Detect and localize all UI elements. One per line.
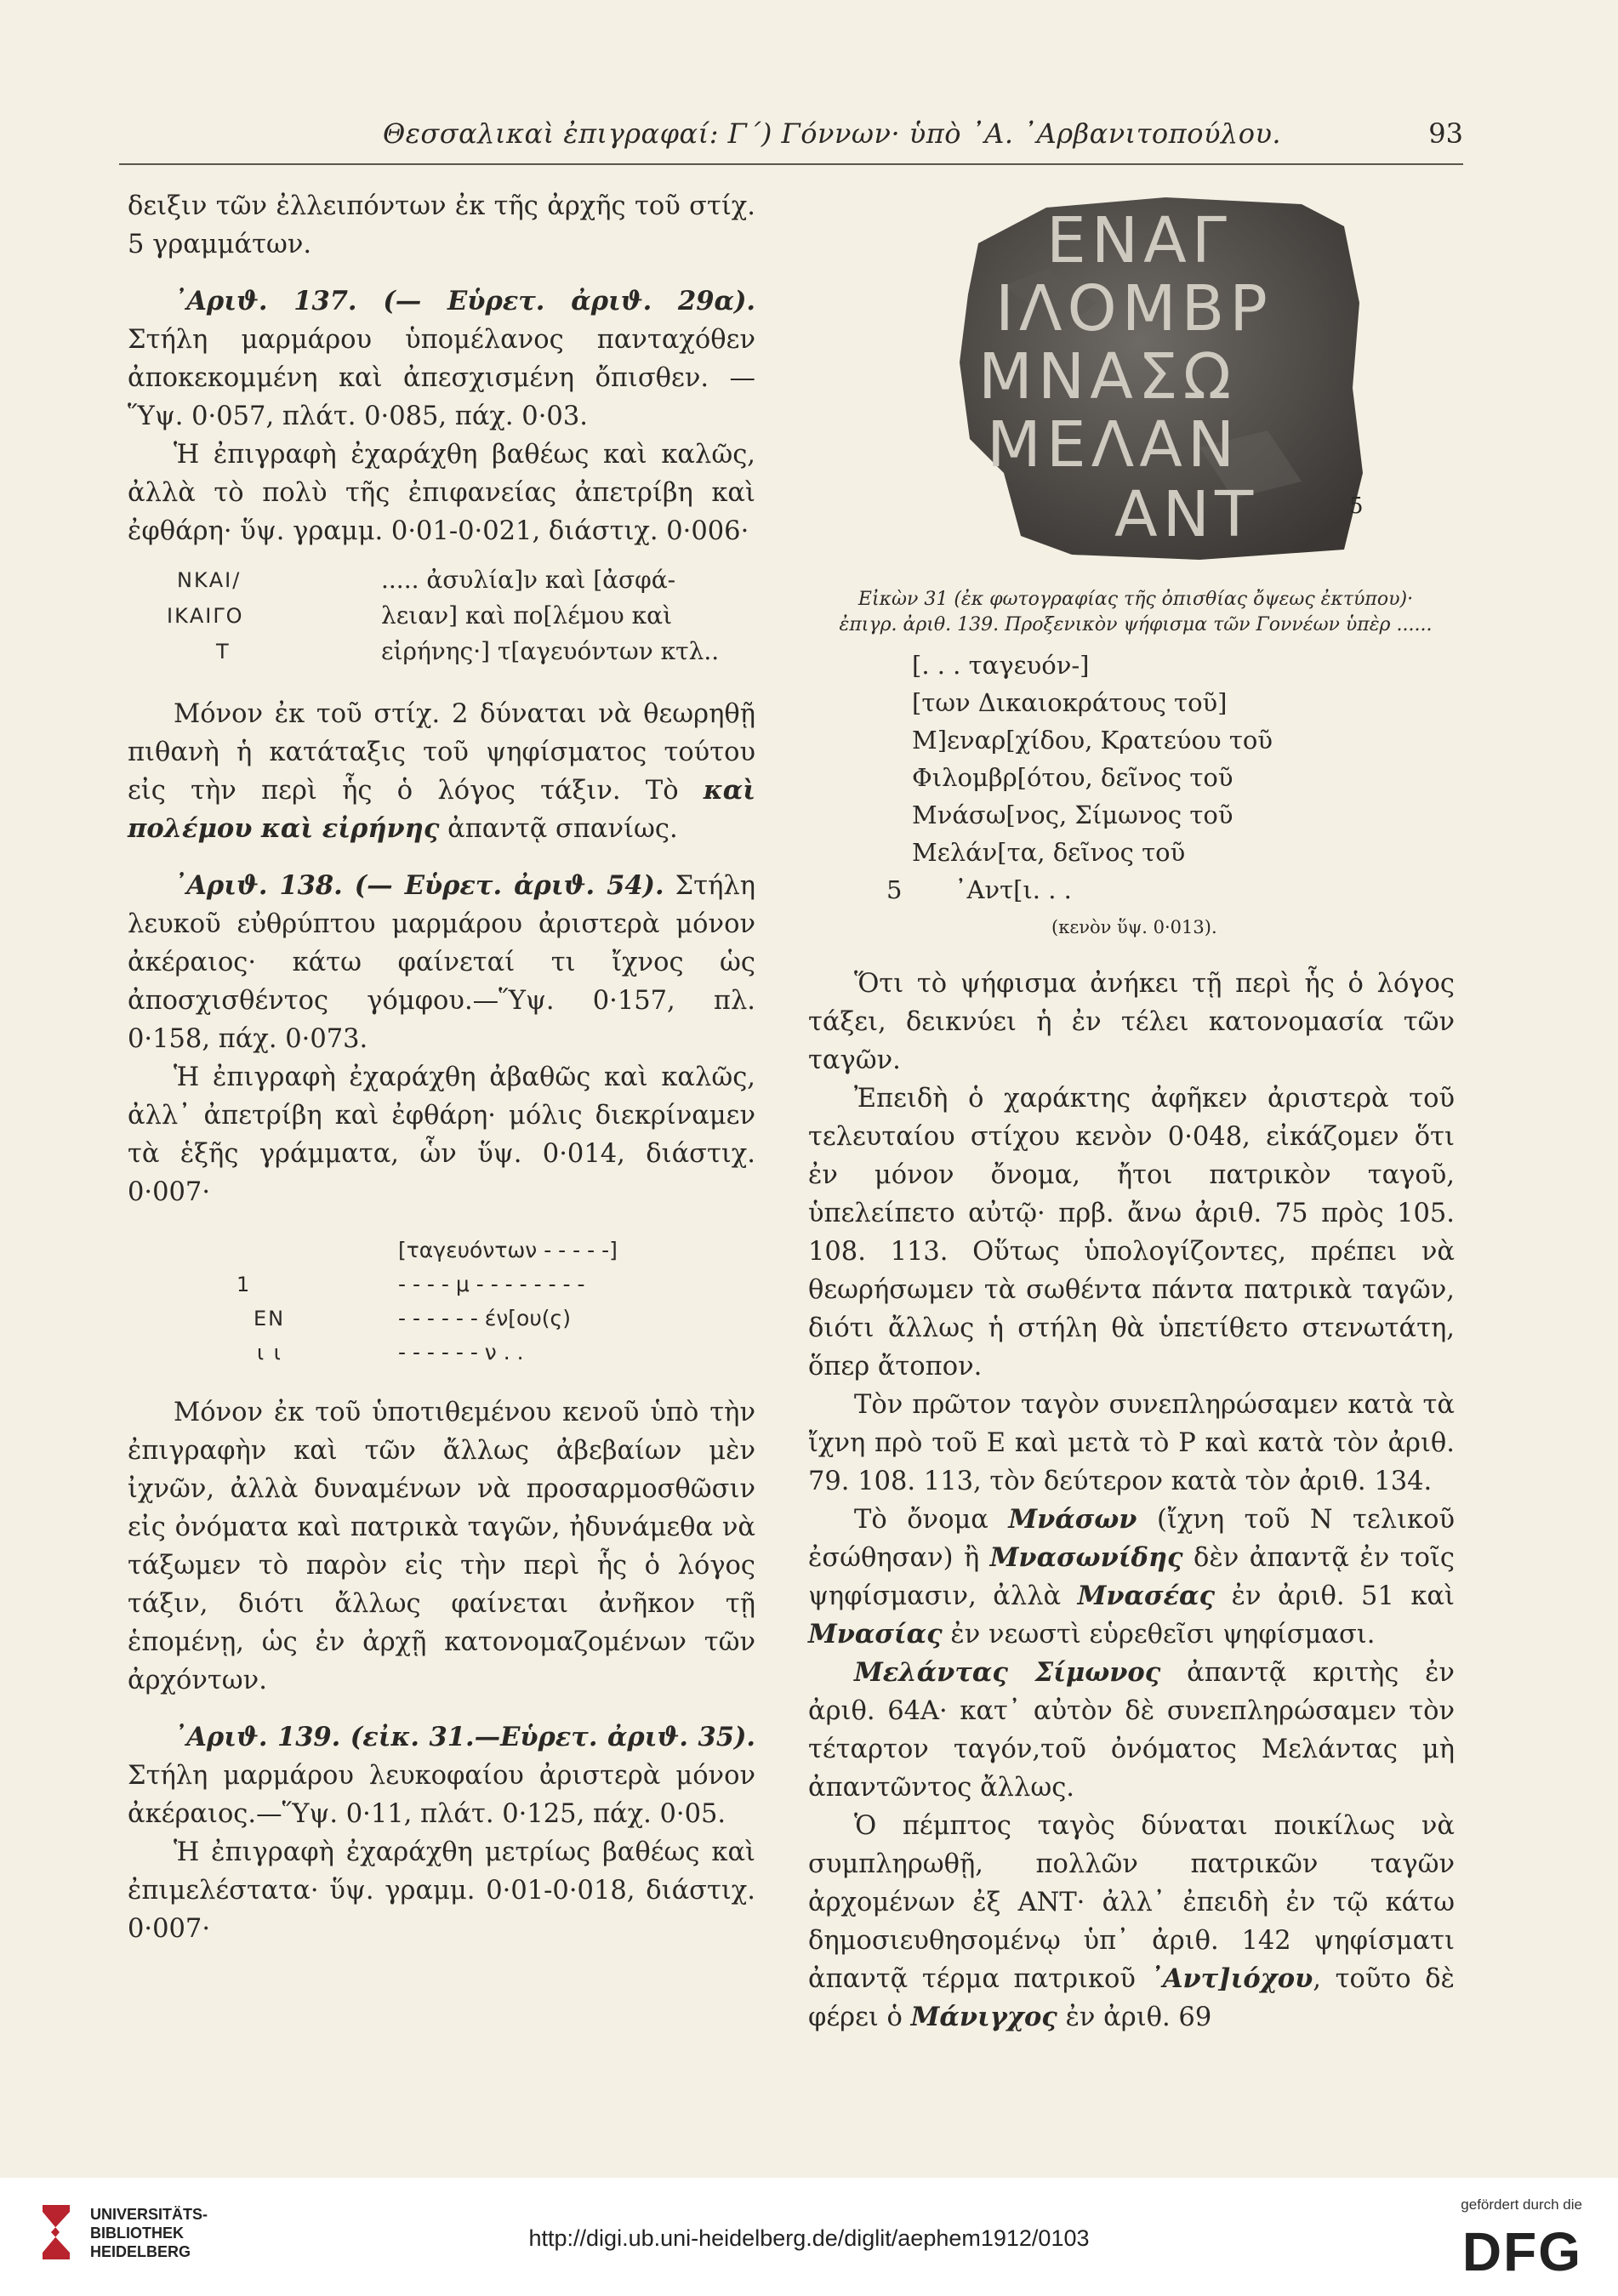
line-number: 5 [886, 875, 903, 904]
supplement-line: [. . . ταγευόν-] [912, 651, 1090, 680]
paragraph [808, 1501, 1455, 1654]
dfg-logo: DFG [1461, 2221, 1582, 2282]
emphasis: ᾿Αντ]ιόχου [1149, 1963, 1313, 1994]
caption-line: ἐπιγρ. ἀριθ. 139. Προξενικὸν ψήφισμα τῶν Γοννέων ὑπὲρ ...... [839, 614, 1433, 635]
stone-line: ΙΛΟΜΒΡ [995, 272, 1273, 345]
paragraph: Ἐπειδὴ ὁ χαράκτης ἀφῆκεν ἀριστερὰ τοῦ τελευταίου στίχου κενὸν 0·048, εἰκάζομεν ὅτι ἐν μόνον ὄνομα, ἤτοι πατρικὸν ταγοῦ, ὑπελείπετο αὐτῷ· πρβ. ἄνω ἀριθ. 75 πρὸς 105. 108. 113. Οὕτως ὑπολογίζοντες, πρέπει νὰ θεωρήσωμεν τὰ σωθέντα πάντα πατρικὰ ταγῶν, διότι ἄλλως ἡ στήλη θὰ ὑπετίθετο στενωτάτη, ὅπερ ἄτοπον. [808, 1084, 1455, 1382]
entry-138 [128, 867, 755, 1058]
right-column [808, 647, 1455, 2037]
inscription-glyphs: ΙΚΑΙΓΟ [167, 604, 244, 628]
text: Ὁ πέμπτος ταγὸς δύναται ποικίλως νὰ συμπληρωθῇ, πολλῶν πατρικῶν ταγῶν ἀρχομένων ἐξ ΑΝΤ· ἀλλ᾿ ἐπειδὴ ἐν τῷ κάτω δημοσιευθησομένῳ ὑπ᾿ ἀριθ. 142 ψηφίσματι ἀπαντᾷ τέρμα πατρικοῦ [808, 1811, 1455, 1994]
supplement-line: Μνάσω[νος, Σίμωνος τοῦ [912, 800, 1233, 829]
entry-138-label: ᾿Αριϑ. 138. (— Εὑρετ. ἀριϑ. 54). [174, 870, 664, 901]
entry-138-description: Στήλη λευκοῦ εὐθρύπτου μαρμάρου ἀριστερὰ μόνον ἀκέραιος· κάτω φαίνεταί τι ἴχνος ὡς ἀποσχισθέντος γόμφου.—Ὕψ. 0·157, πλ. 0·158, πάχ. 0·073. [128, 871, 755, 1054]
emphasis: Μελάντας Σίμωνος [854, 1657, 1161, 1688]
text: ἀπαντᾷ κριτὴς ἐν ἀριθ. 64Α· κατ᾿ αὐτὸν δὲ συνεπληρώσαμεν τὸν τέταρτον ταγόν,τοῦ ὀνόματος Μελάντας μὴ ἀπαντῶντος ἄλλως. [808, 1658, 1455, 1803]
text: ἐν νεωστὶ εὑρεθεῖσι ψηφίσμασι. [942, 1620, 1376, 1649]
text: ἐν ἀριθ. 69 [1057, 2003, 1212, 2032]
left-column [128, 187, 755, 1948]
inscription-photograph [944, 192, 1370, 567]
inscription-glyphs: ΝΚΑΙ/ [177, 568, 242, 592]
supplement-line: Μελάν[τα, δεῖνος τοῦ [912, 838, 1186, 867]
entry-139-label: ᾿Αριϑ. 139. (εἰκ. 31.—Εὑρετ. ἀριϑ. 35). [174, 1722, 755, 1752]
inscription-glyphs: ΕΝ [254, 1307, 286, 1330]
stone-line: ΜΝΑΣΩ [978, 340, 1237, 413]
inscription-glyphs: Τ [216, 640, 231, 664]
emphasis: Μνάσων [1008, 1504, 1137, 1535]
stone-line: ΜΕΛΑΝ [987, 408, 1240, 481]
permalink[interactable]: http://digi.ub.uni-heidelberg.de/diglit/aephem1912/0103 [528, 2225, 1090, 2251]
supplement-line: ᾿Αντ[ι. . . [954, 875, 1072, 904]
entry-137 [128, 282, 755, 436]
paragraph: Τὸν πρῶτον ταγὸν συνεπληρώσαμεν κατὰ τὰ ἴχνη πρὸ τοῦ Ε καὶ μετὰ τὸ Ρ καὶ κατὰ τὸν ἀριθ. 79. 108. 113, τὸν δεύτερον κατὰ τὸν ἀριθ. 134. [808, 1390, 1455, 1496]
transcription-line: λειαν] καὶ πο[λέμου καὶ [381, 601, 673, 630]
paragraph [808, 1807, 1455, 2037]
supplemented-text [808, 647, 1455, 946]
text: (ἴχνη τοῦ Ν τελικοῦ ἐσώθησαν) ἢ [808, 1505, 1455, 1573]
transcription-line: - - - - - - έν[ου(ς) [398, 1306, 571, 1330]
entry-137-label: ᾿Αριϑ. 137. (— Εὑρετ. ἀριϑ. 29α). [174, 286, 755, 316]
paragraph: Ὅτι τὸ ψήφισμα ἀνήκει τῇ περὶ ἧς ὁ λόγος τάξει, δεικνύει ἡ ἐν τέλει κατονομασία τῶν ταγῶν. [808, 969, 1455, 1075]
paragraph: δειξιν τῶν ἐλλειπόντων ἐκ τῆς ἀρχῆς τοῦ στίχ. 5 γραμμάτων. [128, 191, 755, 259]
supplement-note: (κενὸν ὕψ. 0·013). [1051, 917, 1217, 937]
page-number: 93 [1428, 117, 1463, 150]
line-number: 1 [236, 1273, 252, 1296]
figure-line-number: 5 [1349, 493, 1364, 519]
footer-bar [0, 2178, 1618, 2296]
transcription-line: εἰρήνης·] τ[αγευόντων κτλ.. [381, 637, 720, 665]
paragraph [808, 1654, 1455, 1807]
entry-139 [128, 1718, 755, 1833]
supplement-line: Φιλομβρ[ότου, δεῖνος τοῦ [912, 763, 1233, 792]
library-name-line: UNIVERSITÄTS- [90, 2206, 208, 2223]
text: δὲν ἀπαντᾷ ἐν τοῖς ψηφίσμασιν, ἀλλὰ [808, 1543, 1455, 1611]
inscription-138 [128, 1233, 755, 1378]
funding-note: gefördert durch die [1461, 2196, 1582, 2213]
emphasis: Μνασίας [808, 1619, 943, 1649]
inscription-glyphs: ι ι [257, 1341, 282, 1364]
emphasis: Μνασωνίδης [989, 1542, 1183, 1573]
emphasis: Μάνιγχος [910, 2002, 1057, 2032]
caption-line: Εἰκὼν 31 (ἐκ φωτογραφίας τῆς ὀπισθίας ὄψεως ἐκτύπου)· [857, 589, 1414, 610]
figure-caption [817, 587, 1455, 638]
emphasis: Μνασέας [1077, 1581, 1216, 1611]
text: Μόνον ἐκ τοῦ στίχ. 2 δύναται νὰ θεωρηθῇ πιθανὴ ἡ κατάταξις τοῦ ψηφίσματος τούτου εἰς τὴν περὶ ἧς ὁ λόγος τάξιν. Τὸ [128, 699, 755, 806]
text: ἐν ἀριθ. 51 καὶ [1215, 1581, 1455, 1611]
inscription-137 [128, 562, 755, 681]
library-name-line: HEIDELBERG [90, 2243, 191, 2260]
stone-line: ΑΝΤ [1114, 478, 1259, 551]
text: Τὸ ὄνομα [854, 1505, 1009, 1535]
paragraph [128, 695, 755, 848]
running-title: Θεσσαλικαὶ ἐπιγραφαί: Γ´) Γόννων· ὑπὸ ᾿Α. ᾿Αρβανιτοπούλου. [383, 117, 1282, 150]
transcription-line: - - - - μ - - - - - - - - [398, 1272, 585, 1296]
emphasis: καὶ πολέμου καὶ εἰρήνης [128, 775, 755, 844]
library-name-line: BIBLIOTHEK [90, 2225, 184, 2242]
paragraph: Ἡ ἐπιγραφὴ ἐχαράχθη μετρίως βαθέως καὶ ἐπιμελέστατα· ὕψ. γραμμ. 0·01-0·018, διάστιχ. 0·007· [128, 1837, 755, 1944]
paragraph: Ἡ ἐπιγραφὴ ἐχαράχθη ἀβαθῶς καὶ καλῶς, ἀλλ᾿ ἀπετρίβη καὶ ἐφθάρη· μόλις διεκρίναμεν τὰ ἑξῆς γράμματα, ὧν ὕψ. 0·014, διάστιχ. 0·007· [128, 1063, 755, 1207]
transcription-line: ..... ἀσυλία]ν καὶ [ἀσφά- [381, 566, 676, 594]
header-rule [119, 163, 1463, 165]
running-header [119, 117, 1463, 151]
transcription-line: - - - - - - ν . . [398, 1340, 524, 1364]
supplement-line: Μ]εναρ[χίδου, Κρατεύου τοῦ [912, 726, 1273, 755]
paragraph: Ἡ ἐπιγραφὴ ἐχαράχθη βαθέως καὶ καλῶς, ἀλλὰ τὸ πολὺ τῆς ἐπιφανείας ἀπετρίβη καὶ ἐφθάρη· ὕψ. γραμμ. 0·01-0·021, διάστιχ. 0·006· [128, 440, 755, 546]
entry-137-description: Στήλη μαρμάρου ὑπομέλανος πανταχόθεν ἀποκεκομμένη καὶ ἀπεσχισμένη ὄπισθεν. — Ὕψ. 0·057, πλάτ. 0·085, πάχ. 0·03. [128, 325, 755, 431]
text: , τοῦτο δὲ φέρει ὁ [808, 1964, 1456, 2032]
supplement-line: [των Δικαιοκράτους τοῦ] [912, 688, 1228, 717]
stone-line: ΕΝΑΓ [1046, 204, 1232, 277]
paragraph: Μόνον ἐκ τοῦ ὑποτιθεμένου κενοῦ ὑπὸ τὴν ἐπιγραφὴν καὶ τῶν ἄλλως ἀβεβαίων μὲν ἰχνῶν, ἀλλὰ δυναμένων νὰ προσαρμοσθῶσιν εἰς ὀνόματα καὶ πατρικὰ ταγῶν, ἠδυνάμεθα νὰ τάξωμεν τὸ παρὸν εἰς τὴν περὶ ἧς ὁ λόγος τάξιν, διότι ἄλλως φαίνεται ἀνῆκον τῇ ἑπομένῃ, ὡς ἐν ἀρχῇ κατονομαζομένων τῶν ἀρχόντων. [128, 1398, 755, 1695]
text: ἀπαντᾷ σπανίως. [439, 814, 678, 844]
entry-139-description: Στήλη μαρμάρου λευκοφαίου ἀριστερὰ μόνον ἀκέραιος.—Ὕψ. 0·11, πλάτ. 0·125, πάχ. 0·05. [128, 1761, 755, 1829]
transcription-line: [ταγευόντων - - - - -] [398, 1238, 618, 1262]
